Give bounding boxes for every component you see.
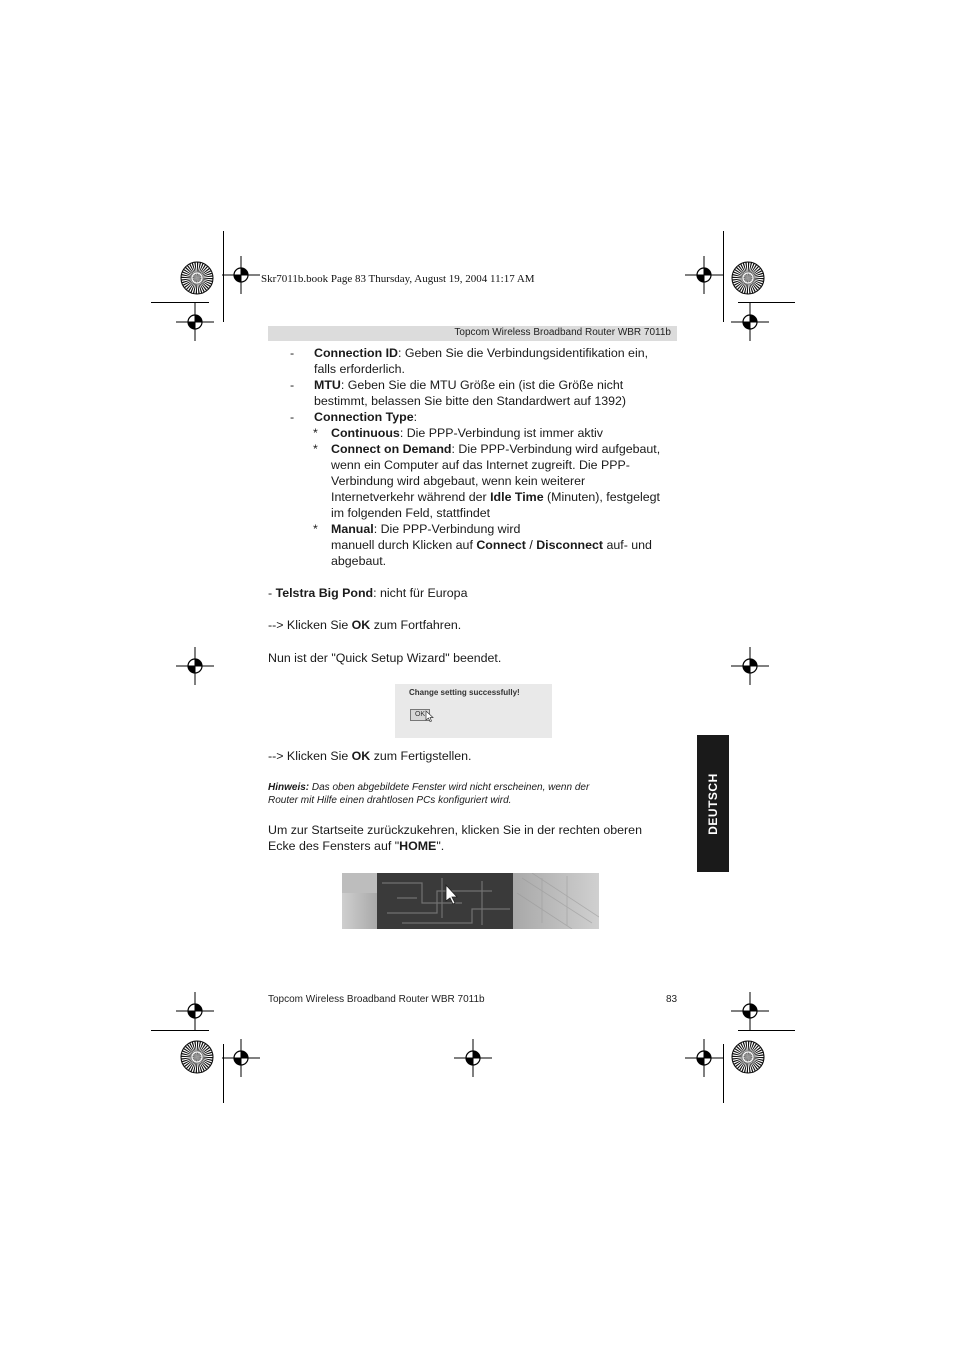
term: Connect on Demand [331, 442, 452, 456]
starburst-mark-bottom-left [179, 1039, 215, 1075]
list-bullet: - [290, 378, 295, 392]
dialog-message: Change setting successfully! [409, 688, 520, 697]
term: Disconnect [536, 538, 604, 552]
sub-item-text: Verbindung wird abgebaut, wenn kein weiterer [331, 474, 586, 488]
language-tab [697, 735, 729, 872]
starburst-mark-top-left [179, 260, 215, 296]
book-file-header: Skr7011b.book Page 83 Thursday, August 19, 2004 11:17 AM [261, 273, 535, 285]
page-number: 83 [666, 994, 678, 1005]
starburst-mark-top-right [730, 260, 766, 296]
crosshair-mark [222, 256, 260, 294]
crosshair-mark [222, 1039, 260, 1077]
continue-instruction: --> Klicken Sie OK zum Fortfahren. [268, 618, 462, 632]
term: Continuous [331, 426, 400, 440]
sub-bullet: * [313, 522, 318, 536]
list-bullet: - [290, 410, 295, 424]
list-item-text: falls erforderlich. [314, 362, 405, 376]
home-paragraph-line: Ecke des Fensters auf "HOME". [268, 839, 445, 853]
sub-item-manual: Manual: Die PPP-Verbindung wird [331, 522, 521, 536]
finish-instruction: --> Klicken Sie OK zum Fertigstellen. [268, 749, 472, 763]
sub-item-connect-on-demand: Connect on Demand: Die PPP-Verbindung wird aufgebaut, [331, 442, 661, 456]
banner-graphic [342, 873, 599, 929]
crosshair-mark [454, 1039, 492, 1077]
footer-title: Topcom Wireless Broadband Router WBR 7011b [268, 994, 485, 1005]
home-paragraph-line: Um zur Startseite zurückzukehren, klicken Sie in der rechten oberen [268, 823, 642, 837]
term: Connect [476, 538, 526, 552]
sub-item-continuous: Continuous: Die PPP-Verbindung ist immer aktiv [331, 426, 603, 440]
list-item-connection-type: Connection Type: [314, 410, 418, 424]
crosshair-mark [176, 647, 214, 685]
wizard-finished-text: Nun ist der "Quick Setup Wizard" beendet. [268, 651, 502, 665]
sub-item-text: abgebaut. [331, 554, 387, 568]
sub-bullet: * [313, 442, 318, 456]
list-item-mtu: MTU: Geben Sie die MTU Größe ein (ist die Größe nicht [314, 378, 624, 392]
note-label: Hinweis: [268, 782, 310, 793]
list-item-connection-id: Connection ID: Geben Sie die Verbindungsidentifikation ein, [314, 346, 649, 360]
sub-bullet: * [313, 426, 318, 440]
crosshair-mark [731, 992, 769, 1030]
crosshair-mark [685, 256, 723, 294]
language-tab-label: DEUTSCH [706, 772, 720, 835]
sub-item-text: wenn ein Computer auf das Internet zugreift. Die PPP- [331, 458, 630, 472]
sub-item-text: Internetverkehr während der Idle Time (Minuten), festgelegt [331, 490, 660, 504]
running-head-title: Topcom Wireless Broadband Router WBR 7011b [454, 327, 671, 338]
success-dialog-screenshot [395, 684, 552, 738]
crosshair-mark [731, 647, 769, 685]
crosshair-mark [685, 1039, 723, 1077]
term: Manual [331, 522, 374, 536]
term: Connection Type [314, 410, 414, 424]
starburst-mark-bottom-right [730, 1039, 766, 1075]
cursor-icon [426, 711, 434, 722]
term: Connection ID [314, 346, 398, 360]
list-item-text: bestimmt, belassen Sie bitte den Standardwert auf 1392) [314, 394, 627, 408]
crosshair-mark [176, 303, 214, 341]
telstra-paragraph: - Telstra Big Pond: nicht für Europa [268, 586, 468, 600]
crosshair-mark [176, 992, 214, 1030]
list-bullet: - [290, 346, 295, 360]
router-banner-screenshot [342, 873, 599, 929]
sub-item-text: im folgenden Feld, stattfindet [331, 506, 491, 520]
sub-item-text: manuell durch Klicken auf Connect / Disconnect auf- und [331, 538, 652, 552]
ok-button[interactable]: OK [410, 709, 430, 721]
crosshair-mark [731, 303, 769, 341]
term: MTU [314, 378, 341, 392]
running-head [268, 326, 677, 341]
term: Idle Time [490, 490, 544, 504]
note-line: Router mit Hilfe einen drahtlosen PCs konfiguriert wird. [268, 795, 512, 806]
note-line: Hinweis: Das oben abgebildete Fenster wird nicht erscheinen, wenn der [268, 782, 590, 793]
